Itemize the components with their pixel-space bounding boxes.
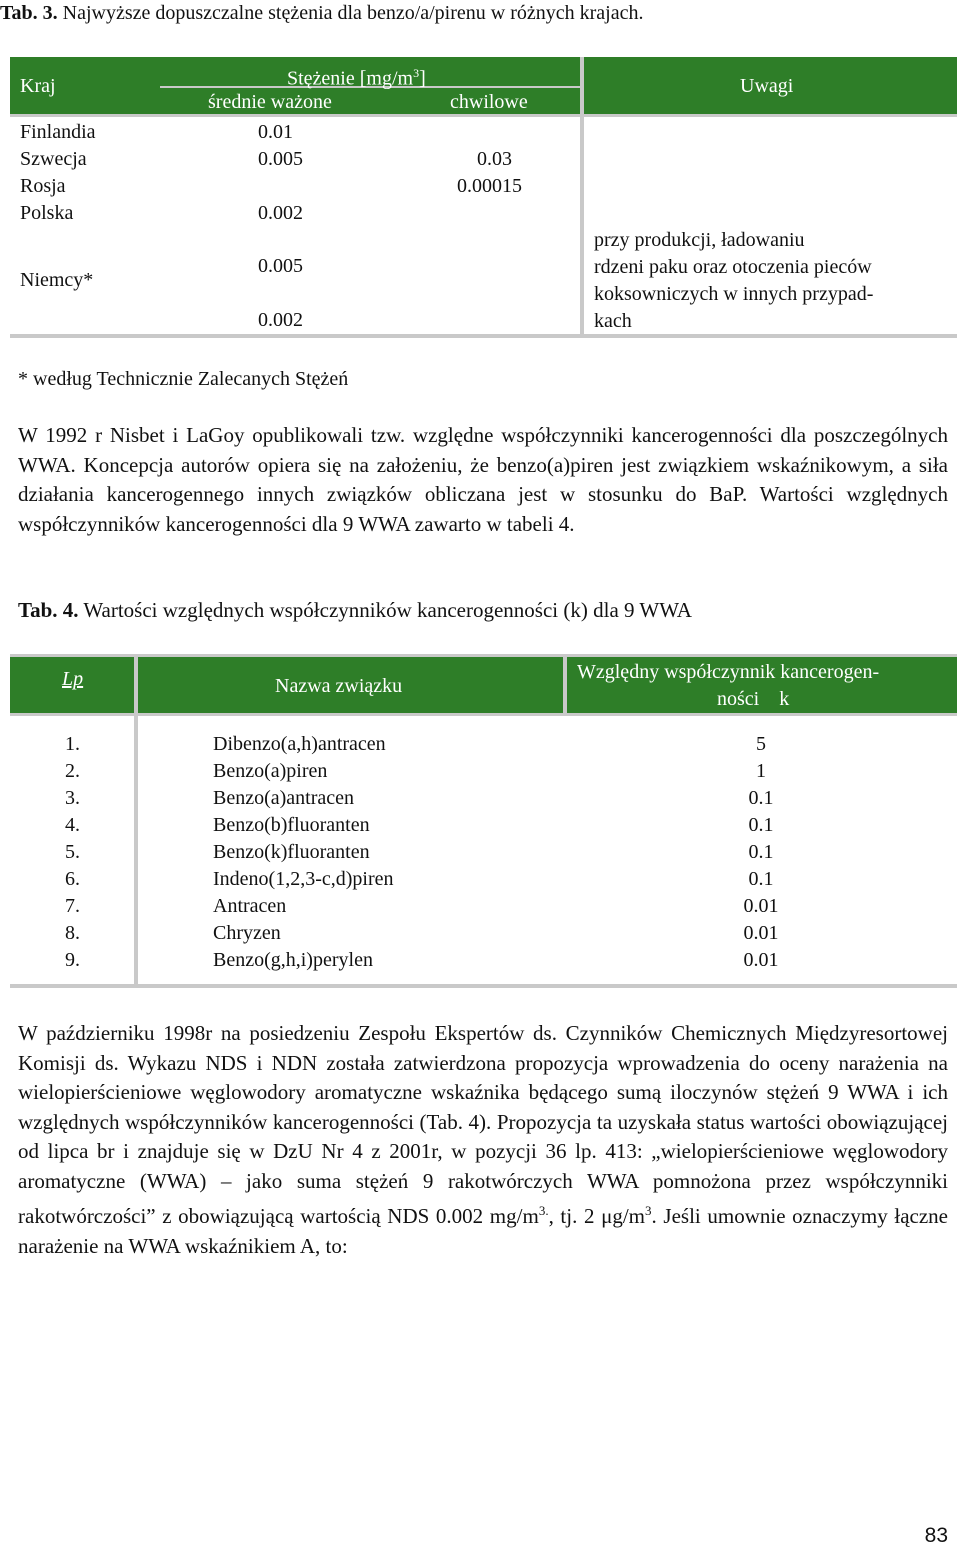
table3-bottom-rule — [10, 334, 957, 338]
table4-cell-lp: 2. — [65, 760, 80, 782]
table3-row-weighted: 0.002 — [258, 202, 303, 224]
table4-cell-lp: 8. — [65, 922, 80, 944]
table4-cell-lp: 7. — [65, 895, 80, 917]
table4-header-bottom-rule — [10, 713, 957, 716]
table4-cell-name: Indeno(1,2,3-c,d)piren — [213, 868, 394, 890]
table4-caption-label: Tab. 4. — [18, 598, 79, 622]
table4-cell-lp: 5. — [65, 841, 80, 863]
table3-row-country: Polska — [20, 202, 74, 224]
table3-row-weighted: 0.002 — [258, 309, 303, 331]
table4-caption — [18, 596, 692, 624]
table4-cell-name: Chryzen — [213, 922, 281, 944]
table3-row-weighted: 0.005 — [258, 148, 303, 170]
table3-row-instant: 0.03 — [477, 148, 512, 170]
table3-header-concentration: Stężenie $[mg/m^3]$ — [287, 66, 426, 90]
table4-cell-name: Benzo(a)piren — [213, 760, 328, 782]
table3-header-divider — [580, 57, 584, 114]
table4-cell-name: Benzo(g,h,i)perylen — [213, 949, 373, 971]
table3-row-country: Finlandia — [20, 121, 96, 143]
table4-cell-name: Benzo(a)antracen — [213, 787, 355, 809]
table4-header-factor-line1: Względny współczynnik kancerogen- — [577, 661, 880, 683]
table3-header-weighted-average: średnie ważone — [208, 91, 332, 113]
table3-header-bottom-rule — [10, 114, 957, 117]
table3-caption-label: Tab. 3. — [0, 2, 58, 24]
table4-cell-name: Benzo(k)fluoranten — [213, 841, 370, 863]
table3-footnote: * według Technicznie Zalecanych Stężeń — [18, 368, 349, 390]
table3-row-weighted: 0.01 — [258, 121, 293, 143]
table4-body-divider — [134, 716, 138, 984]
table3-note-line: przy produkcji, ładowaniu — [594, 229, 805, 251]
table4-cell-lp: 1. — [65, 733, 80, 755]
table4-cell-name: Dibenzo(a,h)antracen — [213, 733, 386, 755]
table3-header-notes: Uwagi — [740, 75, 794, 97]
paragraph-2: W październiku 1998r na posiedzeniu Zespołu Ekspertów ds. Czynników Chemicznych Międzyresortowej Komisji ds. Wykazu NDS i NDN została zatwierdzona propozycja wprowadzenia do oceny narażenia na wielopierścieniowe węglowodory aromatyczne wskaźnika będącego sumą iloczynów stężeń 9 WWA i ich względnych współczynników kancerogenności (Tab. 4). Propozycja ta uzyskała status wartości obowiązującej od lipca br i znajduje się w DzU Nr 4 z 2001r, w pozycji 36 lp. 413: „wielopierścieniowe węglowodory aromatyczne (WWA) – jako suma stężeń 9 rakotwórczych WWA pomnożona przez współczynniki rakotwórczości” z obowiązującą wartością NDS 0.002 $mg/m^{3.}$, tj. 2 $\mu g/m^3$. Jeśli umownie oznaczymy łączne narażenie na WWA wskaźnikiem A, to: — [18, 1021, 948, 1258]
table4-cell-lp: 6. — [65, 868, 80, 890]
table3-caption — [0, 0, 643, 26]
table4-cell-lp: 9. — [65, 949, 80, 971]
table3-note-line: rdzeni paku oraz otoczenia pieców — [594, 256, 872, 278]
table3-row-country: Szwecja — [20, 148, 87, 170]
table3-row-country: Niemcy* — [20, 269, 94, 291]
table3-row-weighted: 0.005 — [258, 255, 303, 277]
table3-note-line: kach — [594, 310, 632, 332]
table4-header-name: Nazwa związku — [275, 675, 403, 697]
table4-header-lp: Lp — [62, 668, 84, 690]
table4-cell-lp: 4. — [65, 814, 80, 836]
table4-header-factor-line2: ności k — [717, 688, 790, 710]
table4-bottom-rule — [10, 984, 957, 988]
paragraph-1: W 1992 r Nisbet i LaGoy opublikowali tzw. względne współczynniki kancerogenności dla poszczególnych WWA. Koncepcja autorów opiera się na założeniu, że benzo(a)piren jest związkiem wskaźnikowym, a siła działania kancerogennego innych związków obliczana jest w stosunku do BaP. Wartości względnych współczynników kancerogenności dla 9 WWA zawarto w tabeli 4. — [18, 423, 948, 536]
table3-row-country: Rosja — [20, 175, 66, 197]
table3-header-country: Kraj — [20, 75, 56, 97]
table3-caption-text: Najwyższe dopuszczalne stężenia dla benzo/a/pirenu w różnych krajach. — [62, 2, 644, 24]
table3-notes-divider — [580, 117, 584, 335]
table4-cell-name: Antracen — [213, 895, 287, 917]
page-number: 83 — [924, 1524, 948, 1547]
table3-row-instant: 0.00015 — [457, 175, 522, 197]
table4-caption-text: Wartości względnych współczynników kancerogenności (k) dla 9 WWA — [83, 598, 692, 622]
table3-header-instantaneous: chwilowe — [450, 91, 528, 113]
table3-note-line: koksowniczych w innych przypad- — [594, 283, 874, 305]
table4-cell-name: Benzo(b)fluoranten — [213, 814, 370, 836]
table4-cell-lp: 3. — [65, 787, 80, 809]
